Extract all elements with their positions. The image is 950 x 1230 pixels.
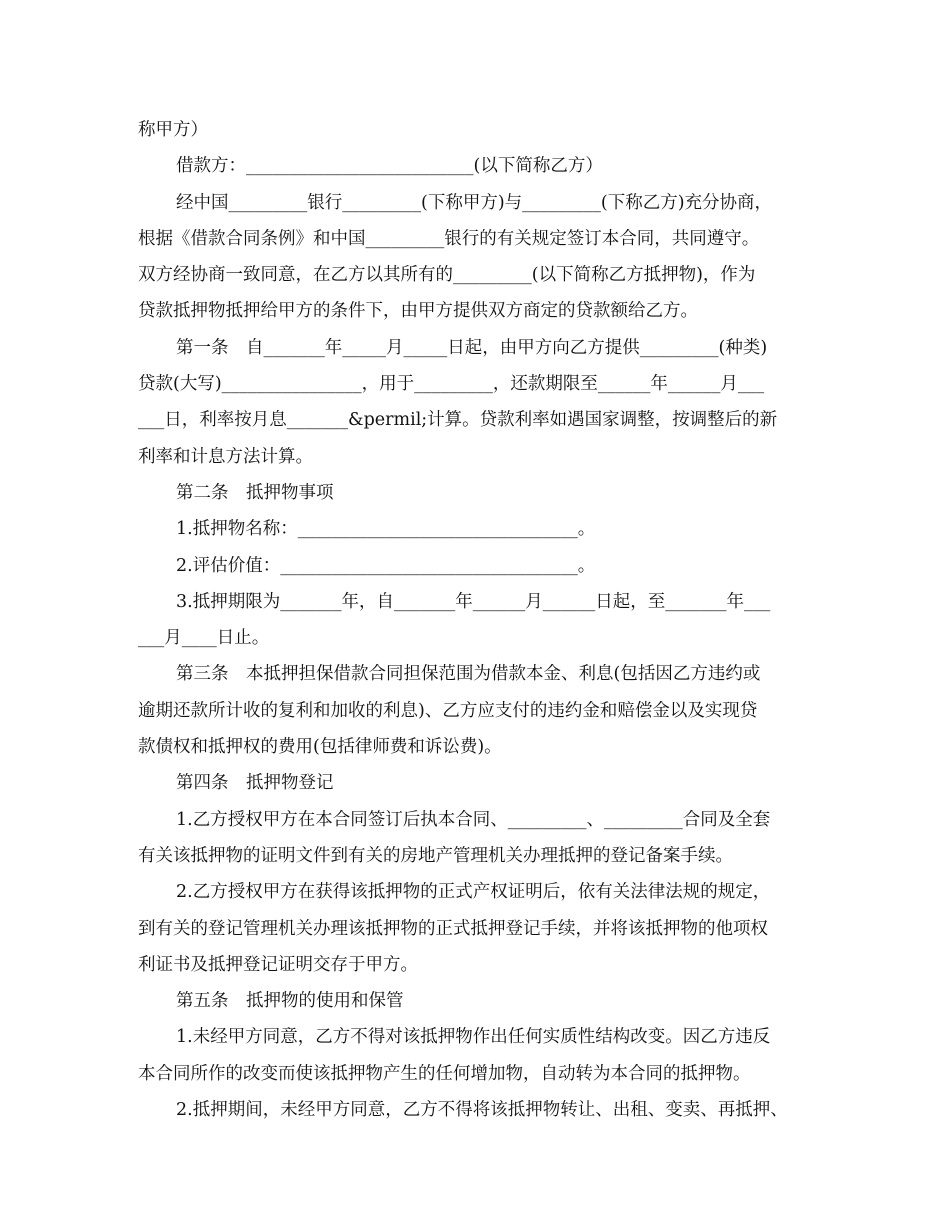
text-line: 利率和计息方法计算。 <box>138 446 313 467</box>
text-line: 有关该抵押物的证明文件到有关的房地产管理机关办理抵押的登记备案手续。 <box>138 845 733 866</box>
text-line: 第一条 自_______年_____月_____日起，由甲方向乙方提供_________(种类) <box>176 337 768 358</box>
text-line: 双方经协商一致同意，在乙方以其所有的_________(以下简称乙方抵押物)，作为 <box>138 265 756 286</box>
text-line: 本合同所作的改变而使该抵押物产生的任何增加物，自动转为本合同的抵押物。 <box>138 1063 751 1084</box>
text-line: 2.乙方授权甲方在获得该抵押物的正式产权证明后，依有关法律法规的规定， <box>176 882 771 903</box>
text-line: 3.抵押期限为_______年，自_______年______月______日起，至_______年___ <box>176 591 771 612</box>
text-line: 根据《借款合同条例》和中国_________银行的有关规定签订本合同，共同遵守。 <box>138 228 760 249</box>
text-line: 1.乙方授权甲方在本合同签订后执本合同、_________、_________合同及全套 <box>176 809 771 830</box>
text-line: 第四条 抵押物登记 <box>176 773 334 794</box>
text-line: 第二条 抵押物事项 <box>176 482 334 503</box>
text-line: 第三条 本抵押担保借款合同担保范围为借款本金、利息(包括因乙方违约或 <box>176 664 761 685</box>
text-line: 称甲方） <box>138 120 208 140</box>
text-line: 第五条 抵押物的使用和保管 <box>176 991 404 1012</box>
text-line: 1.抵押物名称：________________________________。 <box>176 519 596 540</box>
text-line: 款债权和抵押权的费用(包括律师费和诉讼费)。 <box>138 737 502 758</box>
text-line: 2.抵押期间，未经甲方同意，乙方不得将该抵押物转让、出租、变卖、再抵押、 <box>176 1100 788 1121</box>
text-line: 到有关的登记管理机关办理该抵押物的正式抵押登记手续，并将该抵押物的他项权 <box>138 918 768 939</box>
contract-body <box>138 112 818 1128</box>
text-line: 贷款抵押物抵押给甲方的条件下，由甲方提供双方商定的贷款额给乙方。 <box>138 301 698 322</box>
text-line: 逾期还款所计收的复利和加收的利息)、乙方应支付的违约金和赔偿金以及实现贷 <box>138 700 758 721</box>
text-line: ___日，利率按月息_______&permil;计算。贷款利率如遇国家调整，按调整后的新 <box>138 410 778 431</box>
text-line: ___月____日止。 <box>138 628 270 649</box>
text-line: 1.未经甲方同意，乙方不得对该抵押物作出任何实质性结构改变。因乙方违反 <box>176 1027 771 1048</box>
text-line: 经中国_________银行_________(下称甲方)与_________(下称乙方)充分协商， <box>176 192 773 213</box>
text-line: 借款方：__________________________(以下简称乙方） <box>176 156 603 177</box>
text-line: 贷款(大写)________________，用于_________，还款期限至______年______月___ <box>138 374 765 395</box>
text-line: 利证书及抵押登记证明交存于甲方。 <box>138 954 418 975</box>
text-line: 2.评估价值：__________________________________。 <box>176 555 596 576</box>
